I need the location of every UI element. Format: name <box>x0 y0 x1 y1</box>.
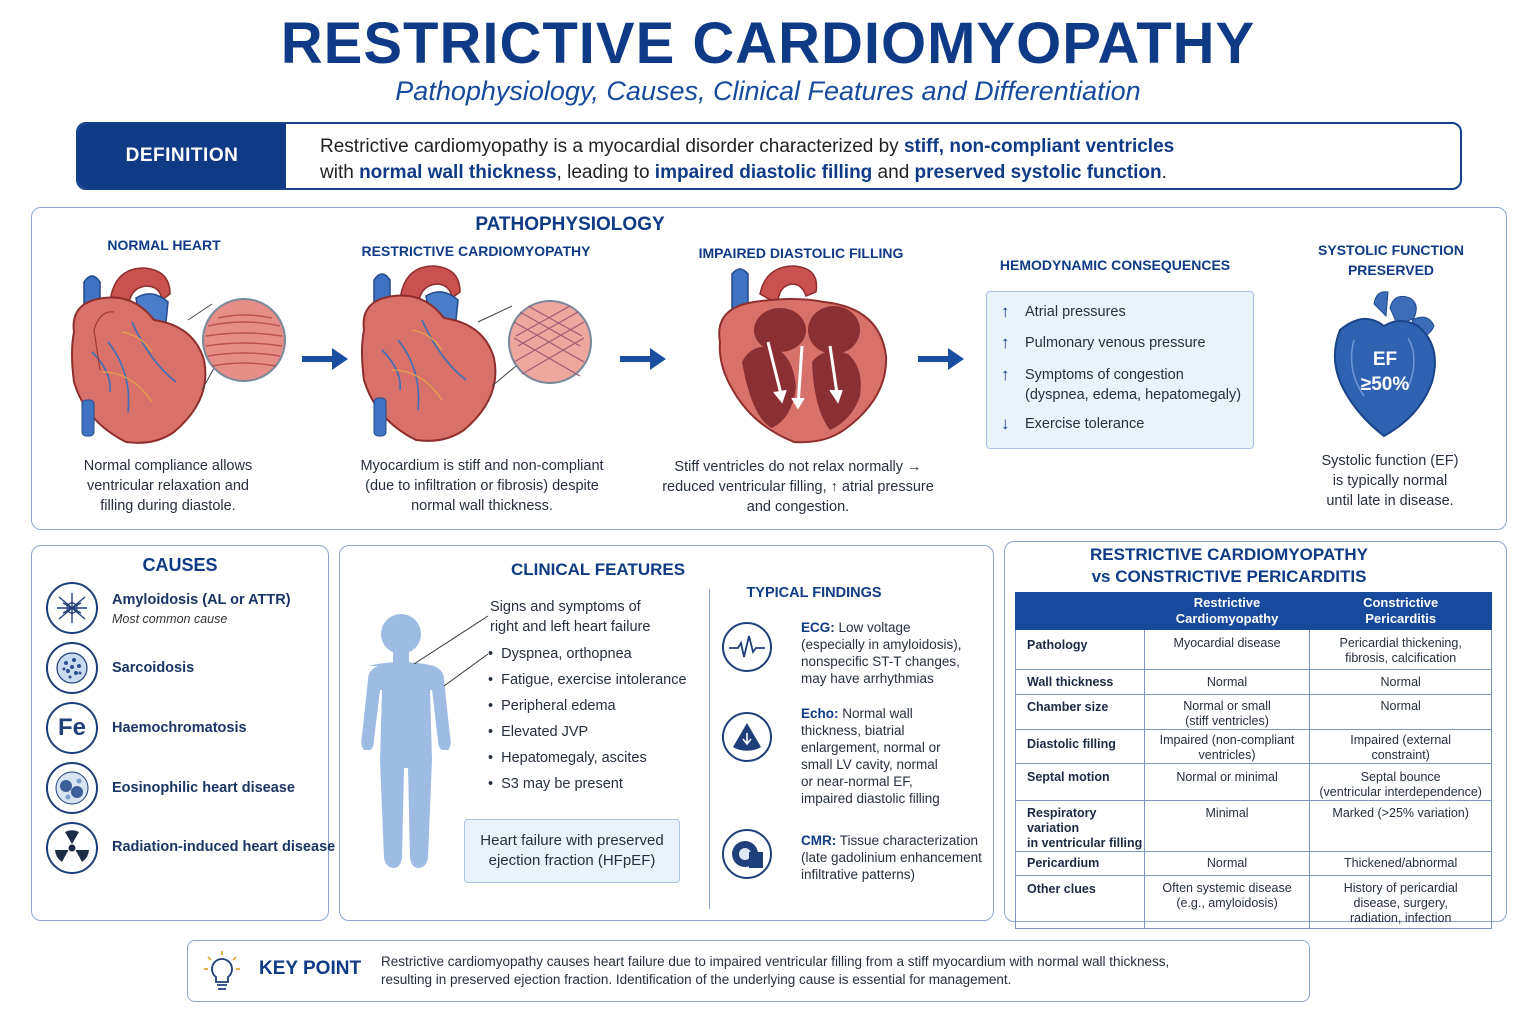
finding-line: may have arrhythmias <box>801 671 934 686</box>
lightbulb-icon <box>203 950 241 994</box>
cell-line: Pericardial thickening, <box>1339 636 1462 650</box>
cell-line: constraint) <box>1371 748 1430 762</box>
finding-line: impaired diastolic filling <box>801 791 940 806</box>
header-line: Pericarditis <box>1365 611 1437 626</box>
caption-line: Stiff ventricles do not relax normally → <box>674 459 922 475</box>
row-label-line: Diastolic filling <box>1027 737 1116 751</box>
definition-line2-text: . <box>1161 162 1167 183</box>
definition-text <box>286 124 1460 188</box>
rcm-stage-caption <box>332 456 632 516</box>
hfpef-box <box>464 819 680 883</box>
table-row <box>1016 801 1492 852</box>
cp-cell <box>1310 852 1492 876</box>
caption-line: Systolic function (EF) <box>1321 453 1459 469</box>
page-subtitle: Pathophysiology, Causes, Clinical Features and Differentiation <box>395 76 1141 106</box>
finding-line: enlargement, normal or <box>801 740 941 755</box>
symptom-item: • Peripheral edema <box>488 698 616 714</box>
table-row <box>1016 876 1492 929</box>
finding-label: CMR: <box>801 833 837 848</box>
symptom-text: Peripheral edema <box>501 698 616 714</box>
rcm-cell <box>1144 801 1310 852</box>
rcm-cell <box>1144 695 1310 730</box>
table-row <box>1016 695 1492 730</box>
cell-line: Myocardial disease <box>1173 636 1281 650</box>
caption-line: ventricular relaxation and <box>86 478 249 494</box>
caption-line: and congestion. <box>746 499 850 515</box>
caption-line: Myocardium is stiff and non-compliant <box>360 458 604 474</box>
definition-box <box>76 122 1462 190</box>
radiation-icon <box>46 822 98 874</box>
hemodynamic-text: Symptoms of congestion <box>1025 367 1184 383</box>
cell-line: Normal <box>1206 675 1248 689</box>
normal-heart-illustration <box>62 262 292 447</box>
definition-emphasis: stiff, non-compliant ventricles <box>903 136 1175 157</box>
cell-line: Impaired (non-compliant <box>1159 733 1295 747</box>
normal-heart-title: NORMAL HEART <box>107 237 221 253</box>
definition-emphasis: preserved systolic function <box>914 162 1162 183</box>
caption-line: (due to infiltration or fibrosis) despite <box>365 478 599 494</box>
hemodynamic-item <box>1001 365 1241 405</box>
symptom-text: Fatigue, exercise intolerance <box>501 672 687 688</box>
table-row <box>1016 852 1492 876</box>
definition-emphasis: normal wall thickness <box>359 162 557 183</box>
caption-line: filling during diastole. <box>100 498 236 514</box>
table-row <box>1016 630 1492 670</box>
ecg-icon <box>722 622 772 672</box>
row-label-line: Respiratory variation <box>1027 806 1097 835</box>
mri-icon <box>722 829 772 879</box>
row-label-line: Wall thickness <box>1027 675 1114 689</box>
cp-cell <box>1310 670 1492 695</box>
row-label <box>1016 876 1145 929</box>
rcm-cell <box>1144 876 1310 929</box>
key-point-line: resulting in preserved ejection fraction. Identification of the underlying cause is essential for management. <box>381 972 1012 987</box>
hemodynamic-item <box>1001 333 1206 353</box>
hemodynamic-text: Pulmonary venous pressure <box>1025 335 1206 351</box>
diastolic-stage-caption <box>648 457 948 517</box>
definition-line2-text: with <box>320 162 360 183</box>
finding-line: Tissue characterization <box>836 833 979 848</box>
symptom-item: • Dyspnea, orthopnea <box>488 646 632 662</box>
cause-label: Haemochromatosis <box>112 720 247 736</box>
hemodynamic-item <box>1001 414 1144 434</box>
up-arrow-icon: ↑ <box>1001 365 1010 384</box>
signs-title-line: Signs and symptoms of <box>490 599 641 615</box>
caption-line: until late in disease. <box>1326 493 1454 509</box>
echo-icon <box>722 712 772 762</box>
cell-line: Normal <box>1206 856 1248 870</box>
row-label <box>1016 764 1145 801</box>
pointer-lines <box>410 614 490 688</box>
flow-arrow-icon <box>620 348 666 370</box>
row-label-line: Septal motion <box>1027 770 1110 784</box>
row-label <box>1016 730 1145 764</box>
finding-line: thickness, biatrial <box>801 723 905 738</box>
symptom-text: Elevated JVP <box>501 724 589 740</box>
finding-line: small LV cavity, normal <box>801 757 938 772</box>
iron-icon: Fe <box>46 702 98 754</box>
symptom-text: Dyspnea, orthopnea <box>501 646 632 662</box>
hemodynamic-text: (dyspnea, edema, hepatomegaly) <box>1025 387 1242 403</box>
hemodynamic-item <box>1001 302 1126 322</box>
finding-line: or near-normal EF, <box>801 774 913 789</box>
cp-cell <box>1310 730 1492 764</box>
hemodynamic-text: Exercise tolerance <box>1025 416 1145 432</box>
table-header-cp <box>1310 593 1492 630</box>
echo-finding <box>801 705 941 807</box>
finding-label: Echo: <box>801 706 839 721</box>
definition-line1-text: Restrictive cardiomyopathy is a myocardial disorder characterized by <box>320 136 904 157</box>
definition-line2-text: and <box>872 162 915 183</box>
key-point-line: Restrictive cardiomyopathy causes heart failure due to impaired ventricular filling from a stiff myocardium with normal wall thickness, <box>381 954 1170 969</box>
comparison-title-line2: vs CONSTRICTIVE PERICARDITIS <box>1091 567 1367 586</box>
cell-line: Often systemic disease <box>1162 881 1292 895</box>
finding-line: Normal wall <box>838 706 913 721</box>
row-label-line: in ventricular filling <box>1027 836 1143 850</box>
systolic-title <box>1296 240 1486 280</box>
cell-line: Normal <box>1380 675 1421 689</box>
cmr-finding <box>801 832 982 883</box>
ef-readout <box>1340 347 1430 397</box>
caption-line: reduced ventricular filling, ↑ atrial pressure <box>662 479 934 495</box>
finding-label: ECG: <box>801 620 835 635</box>
amyloid-icon <box>46 582 98 634</box>
up-arrow-icon: ↑ <box>1001 302 1010 321</box>
row-label <box>1016 630 1145 670</box>
causes-title: CAUSES <box>142 555 218 575</box>
symptom-item: • Hepatomegaly, ascites <box>488 750 647 766</box>
pathophysiology-title: PATHOPHYSIOLOGY <box>475 214 665 235</box>
row-label-line: Pathology <box>1027 638 1088 652</box>
rcm-cell <box>1144 764 1310 801</box>
caption-line: normal wall thickness. <box>411 498 553 514</box>
cell-line: disease, surgery, <box>1353 896 1448 910</box>
cell-line: Normal or minimal <box>1176 770 1278 784</box>
table-row <box>1016 670 1492 695</box>
header-line: Cardiomyopathy <box>1175 611 1279 626</box>
flow-arrow-icon <box>302 348 348 370</box>
caption-line: Normal compliance allows <box>83 458 253 474</box>
cell-line: (stiff ventricles) <box>1185 714 1269 728</box>
finding-line: infiltrative patterns) <box>801 867 916 882</box>
cell-line: Septal bounce <box>1360 770 1441 784</box>
symptom-item: • Fatigue, exercise intolerance <box>488 672 687 688</box>
cell-line: History of pericardial <box>1343 881 1458 895</box>
symptom-text: Hepatomegaly, ascites <box>501 750 647 766</box>
cause-label: Radiation-induced heart disease <box>112 839 336 855</box>
signs-title <box>490 597 650 637</box>
row-label <box>1016 695 1145 730</box>
cell-line: Thickened/abnormal <box>1344 856 1458 870</box>
comparison-table <box>1015 592 1492 929</box>
hemodynamic-text: Atrial pressures <box>1025 304 1126 320</box>
rcm-cell <box>1144 630 1310 670</box>
eosinophil-icon <box>46 762 98 814</box>
table-header-empty <box>1016 593 1145 630</box>
hfpef-line: ejection fraction (HFpEF) <box>488 852 656 869</box>
cell-line: radiation, infection <box>1349 911 1452 925</box>
impaired-filling-illustration <box>712 262 892 452</box>
table-header-rcm <box>1144 593 1310 630</box>
findings-title: TYPICAL FINDINGS <box>746 585 882 601</box>
clinical-features-title: CLINICAL FEATURES <box>510 560 686 579</box>
hemodynamic-box <box>986 291 1254 449</box>
comparison-title <box>1004 544 1454 588</box>
cp-cell <box>1310 695 1492 730</box>
definition-line2-text: , leading to <box>556 162 655 183</box>
rcm-cell <box>1144 670 1310 695</box>
key-point-label: KEY POINT <box>259 958 362 979</box>
hemodynamic-title: HEMODYNAMIC CONSEQUENCES <box>999 257 1231 273</box>
row-label <box>1016 670 1145 695</box>
cell-line: Marked (>25% variation) <box>1332 806 1469 820</box>
ecg-finding <box>801 619 962 687</box>
cell-line: (e.g., amyloidosis) <box>1176 896 1278 910</box>
symptom-item: • Elevated JVP <box>488 724 589 740</box>
table-row <box>1016 730 1492 764</box>
ef-label: EF <box>1372 349 1398 370</box>
rcm-cell <box>1144 852 1310 876</box>
symptom-item: • S3 may be present <box>488 776 623 792</box>
row-label <box>1016 801 1145 852</box>
systolic-title-line1: SYSTOLIC FUNCTION <box>1318 242 1464 258</box>
rcm-cell <box>1144 730 1310 764</box>
cause-label: Sarcoidosis <box>112 660 195 676</box>
cause-label: Amyloidosis (AL or ATTR) <box>112 592 291 608</box>
cell-line: Impaired (external <box>1350 733 1452 747</box>
cp-cell <box>1310 801 1492 852</box>
rcm-heart-illustration <box>352 262 602 447</box>
row-label-line: Chamber size <box>1027 700 1109 714</box>
row-label-line: Other clues <box>1027 882 1096 896</box>
page-title: RESTRICTIVE CARDIOMYOPATHY <box>280 11 1256 76</box>
finding-line: Low voltage <box>834 620 911 635</box>
cp-cell <box>1310 764 1492 801</box>
systolic-caption <box>1290 451 1490 511</box>
cell-line: ventricles) <box>1198 748 1256 762</box>
symptom-text: S3 may be present <box>501 776 623 792</box>
header-line: Constrictive <box>1363 595 1439 610</box>
cell-line: (ventricular interdependence) <box>1319 785 1482 799</box>
header-line: Restrictive <box>1193 595 1261 610</box>
key-point-text <box>381 953 1281 989</box>
definition-emphasis: impaired diastolic filling <box>654 162 873 183</box>
table-row <box>1016 764 1492 801</box>
rcm-stage-title: RESTRICTIVE CARDIOMYOPATHY <box>361 243 591 259</box>
table-header-row <box>1016 593 1492 630</box>
cp-cell <box>1310 630 1492 670</box>
cause-note: Most common cause <box>112 612 228 626</box>
signs-title-line: right and left heart failure <box>490 619 651 635</box>
finding-line: (especially in amyloidosis), <box>801 637 962 652</box>
finding-line: (late gadolinium enhancement <box>801 850 982 865</box>
cell-line: fibrosis, calcification <box>1345 651 1457 665</box>
normal-heart-caption <box>58 456 278 516</box>
diastolic-stage-title: IMPAIRED DIASTOLIC FILLING <box>698 245 904 261</box>
divider <box>709 589 710 909</box>
down-arrow-icon: ↓ <box>1001 414 1010 433</box>
cell-line: Normal <box>1380 699 1421 713</box>
comparison-title-line1: RESTRICTIVE CARDIOMYOPATHY <box>1090 545 1368 564</box>
row-label <box>1016 852 1145 876</box>
cell-line: Minimal <box>1205 806 1249 820</box>
caption-line: is typically normal <box>1332 473 1448 489</box>
finding-line: nonspecific ST-T changes, <box>801 654 960 669</box>
flow-arrow-icon <box>918 348 964 370</box>
cause-label: Eosinophilic heart disease <box>112 780 295 796</box>
cell-line: Normal or small <box>1183 699 1271 713</box>
definition-label: DEFINITION <box>78 124 286 188</box>
ef-value: ≥50% <box>1360 374 1410 395</box>
granuloma-icon <box>46 642 98 694</box>
up-arrow-icon: ↑ <box>1001 333 1010 352</box>
cp-cell <box>1310 876 1492 929</box>
systolic-title-line2: PRESERVED <box>1347 262 1435 278</box>
row-label-line: Pericardium <box>1027 856 1100 870</box>
hfpef-line: Heart failure with preserved <box>480 832 664 849</box>
